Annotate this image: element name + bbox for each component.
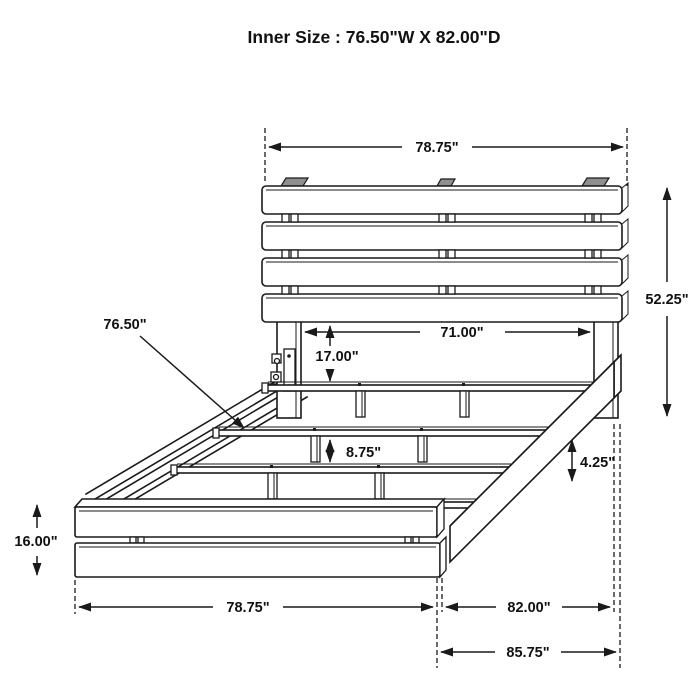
- headboard-slat: [262, 291, 628, 322]
- dim-inner-depth-label: 82.00": [507, 600, 551, 616]
- headboard-tab-middle: [437, 179, 455, 186]
- dim-footboard-width-label: 78.75": [226, 600, 270, 616]
- dim-inner-width-label: 71.00": [440, 325, 484, 341]
- headboard-tab-right: [582, 178, 609, 186]
- dim-support-leg-height-label: 8.75": [346, 445, 382, 461]
- dim-slat-length-label: 76.50": [103, 317, 147, 333]
- headboard-slat: [262, 183, 628, 214]
- diagram-title: Inner Size : 76.50"W X 82.00"D: [247, 27, 501, 47]
- dim-headboard-to-rail: [315, 326, 358, 381]
- dim-inner-depth: [446, 600, 610, 616]
- dim-overall-height-label: 52.25": [645, 292, 689, 308]
- dim-overall-height: [645, 188, 688, 416]
- dim-headboard-width-label: 78.75": [415, 140, 459, 156]
- dim-overall-depth: [441, 645, 616, 661]
- bed-slat: [262, 382, 597, 417]
- dim-headboard-to-rail-label: 17.00": [315, 349, 359, 365]
- dim-rail-bottom-offset-label: 4.25": [580, 455, 616, 471]
- dim-support-leg-height: [330, 440, 381, 462]
- slat-support-leg: [375, 473, 384, 499]
- headboard-slat: [262, 219, 628, 250]
- headboard-tab-left: [281, 178, 308, 186]
- bed-slat: [213, 427, 552, 462]
- dim-footboard-height-label: 16.00": [14, 534, 58, 550]
- dim-inner-width: [305, 325, 590, 341]
- dim-headboard-width: [269, 140, 623, 156]
- slat-support-leg: [418, 436, 427, 462]
- dim-footboard-height: [14, 505, 57, 575]
- headboard-slat: [262, 255, 628, 286]
- dim-rail-bottom-offset: [572, 440, 615, 481]
- slat-support-leg: [311, 436, 320, 462]
- dim-footboard-width: [79, 600, 433, 616]
- dim-slat-length: [103, 317, 244, 428]
- footboard-plank: [75, 537, 446, 577]
- slat-support-leg: [356, 391, 365, 417]
- footboard: [75, 499, 446, 577]
- slat-support-leg: [460, 391, 469, 417]
- footboard-plank-connectors: [130, 537, 419, 543]
- footboard-top-face: [75, 499, 444, 507]
- dim-overall-depth-label: 85.75": [506, 645, 550, 661]
- slat-support-leg: [268, 473, 277, 499]
- bed-slat: [171, 464, 515, 499]
